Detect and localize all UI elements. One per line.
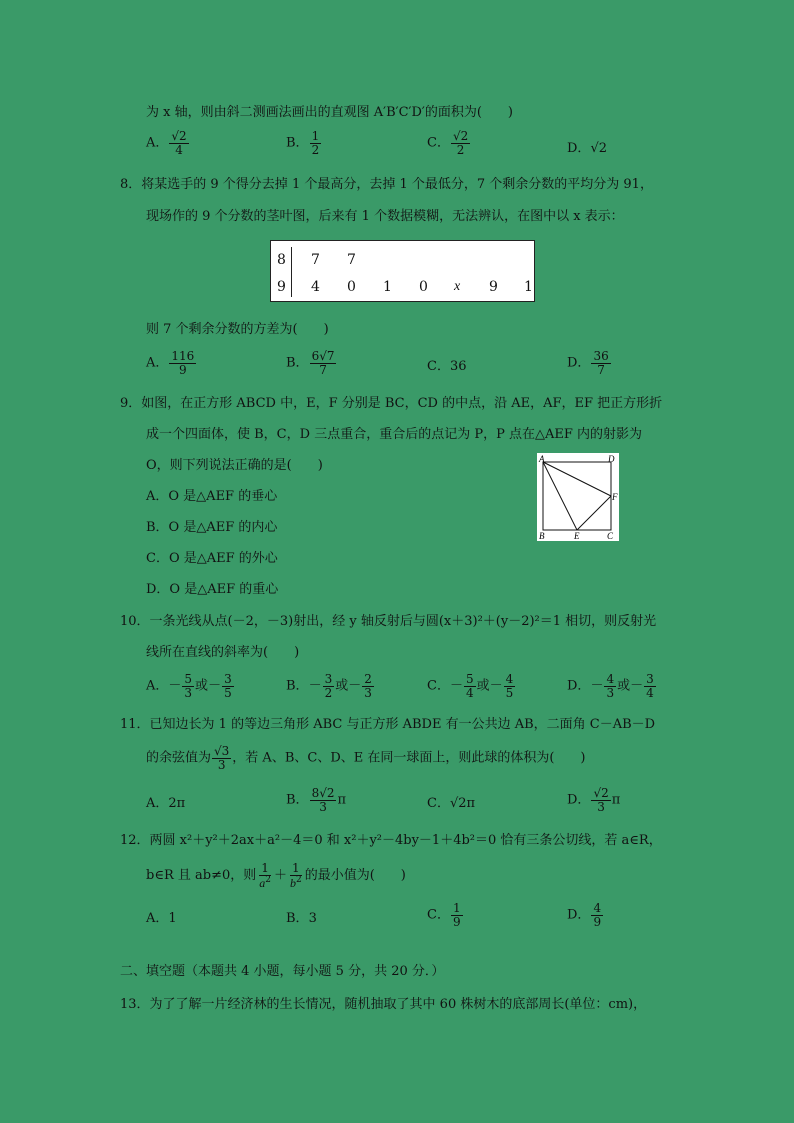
q10-option-c: C．－ $\frac{5}{4}$ 或－ $\frac{4}{5}$ <box>427 672 514 700</box>
square-abcd <box>543 462 611 530</box>
q7-option-b: B． $\frac{1}{2}$ <box>286 129 320 157</box>
q8-option-b: B． $\frac{6√7}{7}$ <box>286 349 335 377</box>
label-b: B <box>539 531 545 541</box>
square-diagram <box>537 453 619 541</box>
label-c: C <box>607 531 614 541</box>
q7-option-a: A． $\frac{√2}{4}$ <box>146 129 187 157</box>
stem-9: 9 <box>277 279 286 295</box>
q10-option-b: B．－ $\frac{3}{2}$ 或－ $\frac{2}{3}$ <box>286 672 372 700</box>
q9-line3: O，则下列说法正确的是( ) <box>146 458 323 473</box>
q10-line1: 10．一条光线从点(－2，－3)射出，经 y 轴反射后与圆(x＋3)²＋(y－2)²＝1 相切，则反射光 <box>120 614 657 629</box>
segment-af <box>543 462 611 496</box>
segment-ae <box>543 462 577 530</box>
q13-line1: 13．为了了解一片经济林的生长情况，随机抽取了其中 60 株树木的底部周长(单位：cm)， <box>120 997 647 1012</box>
q8-line1: 8．将某选手的 9 个得分去掉 1 个最高分，去掉 1 个最低分，7 个剩余分数的平均分为 91， <box>120 177 653 192</box>
q7-stem: 为 x 轴，则由斜二测画法画出的直观图 A′B′C′D′的面积为( ) <box>146 105 513 120</box>
leaf: 7 <box>311 252 320 268</box>
q7-option-d: D．√2 <box>567 141 607 156</box>
square-figure <box>537 453 619 541</box>
q9-option-a: A．O 是△AEF 的垂心 <box>146 489 278 504</box>
q10-option-a: A．－ $\frac{5}{3}$ 或－ $\frac{3}{5}$ <box>146 672 232 700</box>
leaf: 1 <box>524 279 533 295</box>
leaf-x: x <box>454 279 461 294</box>
q11-option-a: A．2π <box>146 796 186 811</box>
q12-option-d: D． $\frac{4}{9}$ <box>567 901 602 929</box>
q12-option-c: C． $\frac{1}{9}$ <box>427 901 461 929</box>
leaf: 1 <box>383 279 392 295</box>
stem-8: 8 <box>277 252 286 268</box>
q12-option-a: A．1 <box>146 911 177 926</box>
q8-option-a: A． $\frac{116}{9}$ <box>146 349 195 377</box>
stem-leaf-table <box>270 240 535 302</box>
q8-line2: 现场作的 9 个分数的茎叶图，后来有 1 个数据模糊，无法辨认，在图中以 x 表示： <box>146 209 624 224</box>
q12-line2: b∈R 且 ab≠0，则 $\frac{1}{a^2}$ ＋ $\frac{1}{b^2}$ 的最小值为( ) <box>146 861 406 890</box>
q8-question: 则 7 个剩余分数的方差为( ) <box>146 322 329 337</box>
label-a: A <box>539 454 545 464</box>
q9-option-c: C．O 是△AEF 的外心 <box>146 551 278 566</box>
q11-line2: 的余弦值为 $\frac{√3}{3}$ ，若 A、B、C、D、E 在同一球面上，则此球的体积为( ) <box>146 744 586 772</box>
q8-option-d: D． $\frac{36}{7}$ <box>567 349 609 377</box>
leaf: 0 <box>419 279 428 295</box>
label-f: F <box>612 492 618 502</box>
q12-option-b: B．3 <box>286 911 317 926</box>
leaf: 7 <box>347 252 356 268</box>
q10-option-d: D．－ $\frac{4}{3}$ 或－ $\frac{3}{4}$ <box>567 672 654 700</box>
label-e: E <box>574 531 580 541</box>
stem-divider <box>291 247 292 297</box>
section-heading: 二、填空题（本题共 4 小题，每小题 5 分，共 20 分．） <box>120 964 445 979</box>
q7-option-c: C． $\frac{√2}{2}$ <box>427 129 469 157</box>
q11-line1: 11．已知边长为 1 的等边三角形 ABC 与正方形 ABDE 有一公共边 AB，二面角 C－AB－D <box>120 717 656 732</box>
leaf: 9 <box>489 279 498 295</box>
q11-option-c: C．√2π <box>427 796 476 811</box>
leaf: 0 <box>347 279 356 295</box>
q8-option-c: C．36 <box>427 359 467 374</box>
q9-line2: 成一个四面体，使 B，C，D 三点重合，重合后的点记为 P，P 点在△AEF 内的射影为 <box>146 427 642 442</box>
q10-line2: 线所在直线的斜率为( ) <box>146 645 300 660</box>
label-d: D <box>608 454 615 464</box>
q11-option-d: D． $\frac{√2}{3}$ π <box>567 786 621 814</box>
q9-option-d: D．O 是△AEF 的重心 <box>146 582 279 597</box>
q11-option-b: B． $\frac{8√2}{3}$ π <box>286 786 347 814</box>
q12-line1: 12．两圆 x²＋y²＋2ax＋a²－4＝0 和 x²＋y²－4by－1＋4b²＝0 恰有三条公切线，若 a∈R， <box>120 833 662 848</box>
q9-option-b: B．O 是△AEF 的内心 <box>146 520 278 535</box>
leaf: 4 <box>311 279 320 295</box>
q9-line1: 9．如图，在正方形 ABCD 中，E，F 分别是 BC，CD 的中点，沿 AE，AF，EF 把正方形折 <box>120 396 663 411</box>
segment-ef <box>577 496 611 530</box>
